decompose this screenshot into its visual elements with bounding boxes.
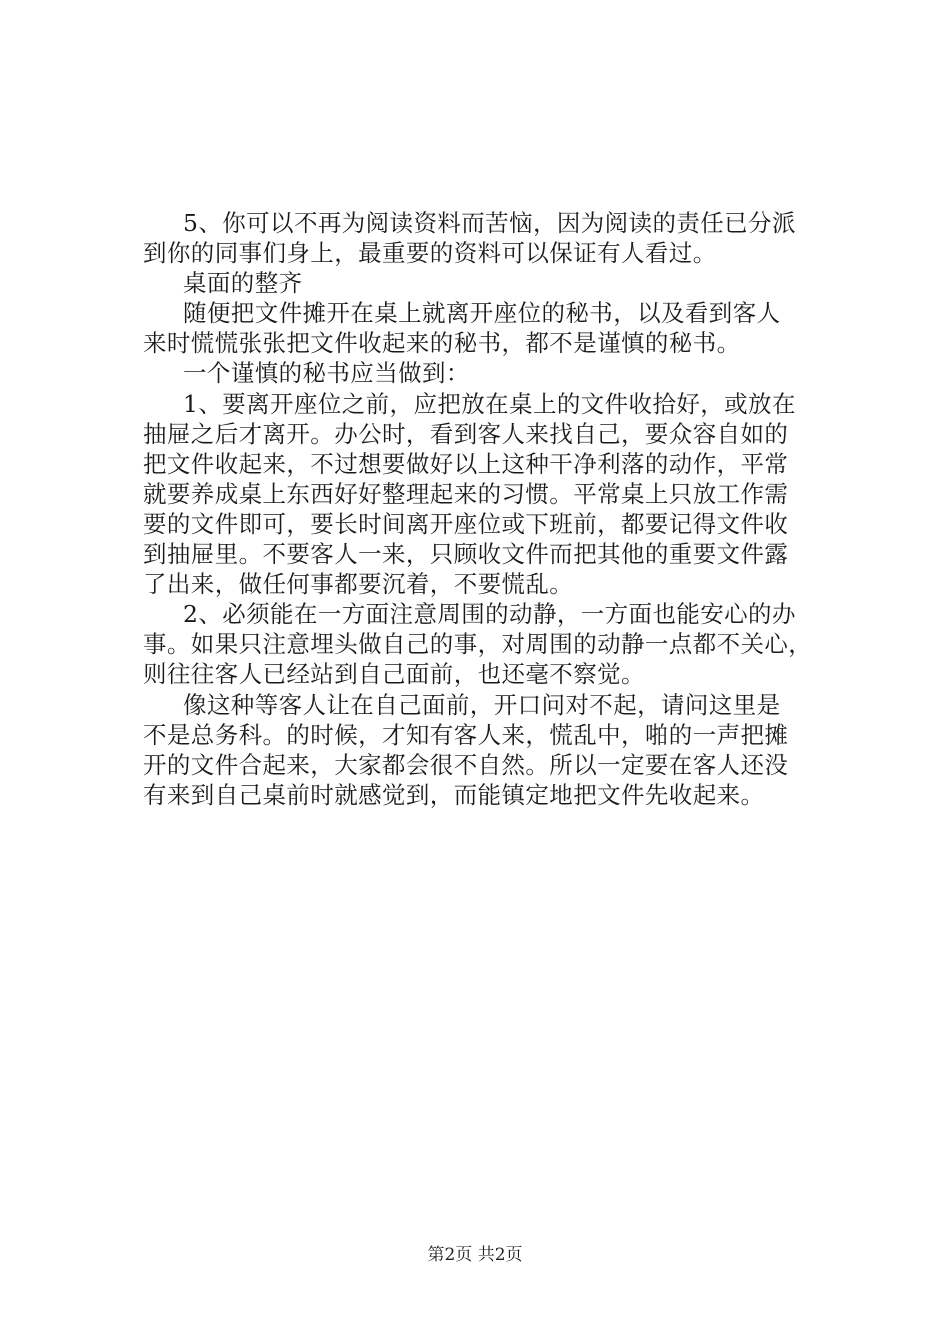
- text-line: 到你的同事们身上，最重要的资料可以保证有人看过。: [143, 239, 717, 268]
- text-line: 随便把文件摊开在桌上就离开座位的秘书，以及看到客人: [183, 299, 781, 328]
- text-line: 有来到自己桌前时就感觉到，而能镇定地把文件先收起来。: [143, 780, 765, 809]
- text-line: 5、你可以不再为阅读资料而苦恼，因为阅读的责任已分派: [183, 209, 796, 237]
- page-footer: 第2页 共2页: [427, 1245, 523, 1265]
- text-line: 不是总务科。的时候，才知有客人来，慌乱中，啪的一声把摊: [143, 720, 789, 749]
- text-line: 了出来，做任何事都要沉着，不要慌乱。: [143, 570, 574, 599]
- text-line: 来时慌慌张张把文件收起来的秘书，都不是谨慎的秘书。: [143, 329, 741, 358]
- text-line: 一个谨慎的秘书应当做到：: [183, 359, 470, 388]
- text-line: 1、要离开座位之前，应把放在桌上的文件收拾好，或放在: [183, 389, 796, 418]
- document-body: [143, 208, 833, 810]
- text-line: 则往往客人已经站到自己面前，也还毫不察觉。: [143, 660, 645, 689]
- text-line: 要的文件即可，要长时间离开座位或下班前，都要记得文件收: [143, 509, 789, 538]
- text-line: 事。如果只注意埋头做自己的事，对周围的动静一点都不关心，: [143, 630, 813, 659]
- text-line: 桌面的整齐: [183, 269, 303, 298]
- text-line: 就要养成桌上东西好好整理起来的习惯。平常桌上只放工作需: [143, 479, 789, 508]
- text-line: 开的文件合起来，大家都会很不自然。所以一定要在客人还没: [143, 750, 789, 779]
- text-line: 抽屉之后才离开。办公时，看到客人来找自己，要众容自如的: [143, 419, 789, 448]
- text-line: 到抽屉里。不要客人一来，只顾收文件而把其他的重要文件露: [143, 540, 789, 569]
- text-line: 2、必须能在一方面注意周围的动静，一方面也能安心的办: [183, 600, 796, 629]
- text-line: 把文件收起来，不过想要做好以上这种干净利落的动作，平常: [143, 449, 789, 478]
- text-line: 像这种等客人让在自己面前，开口问对不起，请问这里是: [183, 690, 781, 719]
